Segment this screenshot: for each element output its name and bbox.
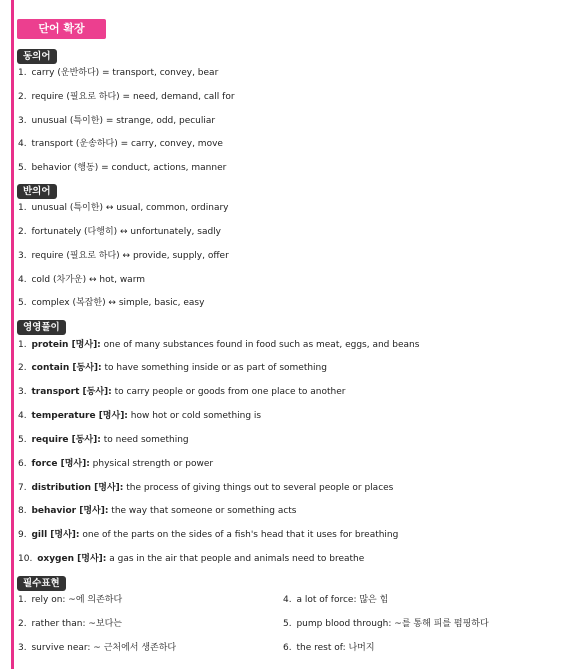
section-label-definitions: 영영풀이	[17, 320, 66, 335]
expression-item: 3. survive near: ~ 근처에서 생존하다	[18, 643, 177, 653]
definition-item: 7. distribution [명사]: the process of giving things out to several people or places	[18, 483, 394, 493]
definition-item: 6. force [명사]: physical strength or power	[18, 459, 214, 469]
section-label-expressions: 필수표현	[17, 576, 66, 591]
expression-item: 5. pump blood through: ~를 통해 피를 펌핑하다	[283, 619, 489, 629]
synonym-item: 1. carry (운반하다) = transport, convey, bear	[18, 68, 219, 78]
expression-item: 2. rather than: ~보다는	[18, 619, 122, 629]
synonym-item: 3. unusual (특이한) = strange, odd, peculiar	[18, 116, 216, 126]
page-title: 단어 확장	[17, 19, 106, 39]
definition-item: 2. contain [동사]: to have something inside or as part of something	[18, 363, 327, 373]
expression-item: 4. a lot of force: 많은 힘	[283, 595, 389, 605]
synonym-item: 5. behavior (행동) = conduct, actions, manner	[18, 163, 227, 173]
definition-item: 1. protein [명사]: one of many substances found in food such as meat, eggs, and beans	[18, 340, 420, 350]
synonym-item: 2. require (필요로 하다) = need, demand, call for	[18, 92, 235, 102]
definition-item: 3. transport [동사]: to carry people or goods from one place to another	[18, 387, 346, 397]
definition-item: 8. behavior [명사]: the way that someone or something acts	[18, 506, 297, 516]
section-label-antonyms: 반의어	[17, 184, 57, 199]
expression-item: 1. rely on: ~에 의존하다	[18, 595, 123, 605]
left-accent-rule	[11, 0, 14, 669]
definition-item: 5. require [동사]: to need something	[18, 435, 189, 445]
antonym-item: 3. require (필요로 하다) ↔ provide, supply, offer	[18, 251, 229, 261]
antonym-item: 4. cold (차가운) ↔ hot, warm	[18, 275, 146, 285]
antonym-item: 2. fortunately (다행히) ↔ unfortunately, sadly	[18, 227, 222, 237]
definition-item: 4. temperature [명사]: how hot or cold something is	[18, 411, 262, 421]
expression-item: 6. the rest of: 나머지	[283, 643, 375, 653]
antonym-item: 5. complex (복잡한) ↔ simple, basic, easy	[18, 298, 205, 308]
definition-item: 10. oxygen [명사]: a gas in the air that people and animals need to breathe	[18, 554, 365, 564]
antonym-item: 1. unusual (특이한) ↔ usual, common, ordinary	[18, 203, 229, 213]
synonym-item: 4. transport (운송하다) = carry, convey, move	[18, 139, 223, 149]
section-label-synonyms: 동의어	[17, 49, 57, 64]
definition-item: 9. gill [명사]: one of the parts on the sides of a fish's head that it uses for breathing	[18, 530, 399, 540]
